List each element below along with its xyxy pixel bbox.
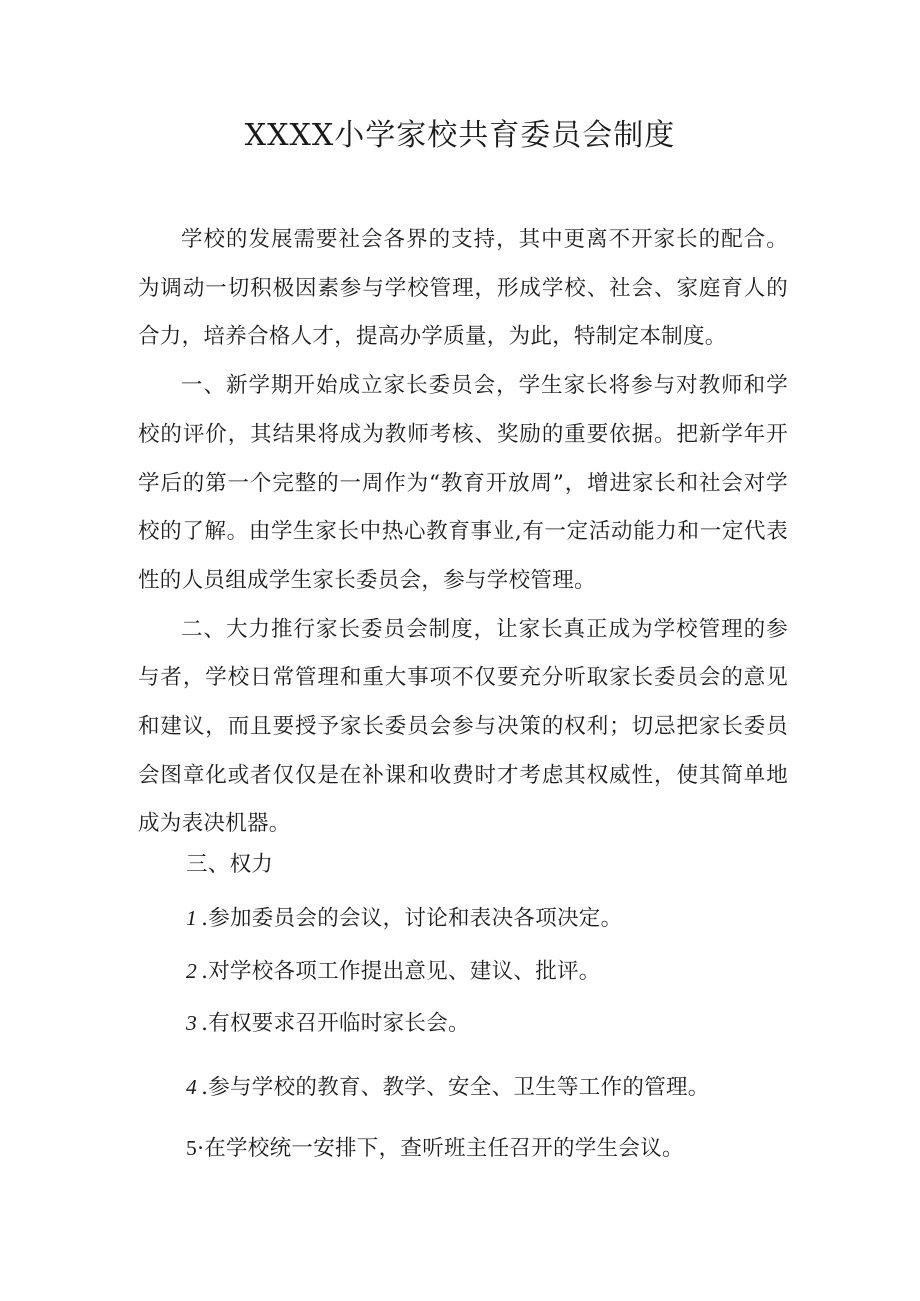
- section-heading-rights: 三、权力: [186, 852, 274, 877]
- rights-item-text: .参与学校的教育、教学、安全、卫生等工作的管理。: [201, 1075, 710, 1100]
- rights-item-number: 2: [186, 959, 198, 983]
- document-body: [138, 216, 788, 849]
- paragraph-intro: 学校的发展需要社会各界的支持，其中更离不开家长的配合。为调动一切积极因素参与学校管理，形成学校、社会、家庭育人的合力，培养合格人才，提高办学质量，为此，特制定本制度。: [138, 227, 788, 350]
- rights-item: [186, 1128, 684, 1169]
- document-title: XXXX小学家校共育委员会制度: [244, 118, 676, 153]
- rights-item-number: 4: [186, 1075, 198, 1099]
- rights-item-text: .对学校各项工作提出意见、建议、批评。: [201, 959, 601, 984]
- paragraph-section-two: 二、大力推行家长委员会制度，让家长真正成为学校管理的参与者，学校日常管理和重大事项不仅要充分听取家长委员会的意见和建议，而且要授予家长委员会参与决策的权利；切忌把家长委员会图章化或者仅仅是在补课和收费时才考虑其权威性，使其简单地成为表决机器。: [138, 616, 788, 837]
- rights-item-text: ·在学校统一安排下，查听班主任召开的学生会议。: [197, 1136, 684, 1161]
- paragraph-section-one: 一、新学期开始成立家长委员会，学生家长将参与对教师和学校的评价，其结果将成为教师考核、奖励的重要依据。把新学年开学后的第一个完整的一周作为“教育开放周”，增进家长和社会对学校的了解。由学生家长中热心教育事业,有一定活动能力和一定代表性的人员组成学生家长委员会，参与学校管理。: [138, 373, 788, 593]
- rights-item-number: 1: [186, 906, 198, 930]
- rights-item: [186, 1003, 470, 1044]
- rights-item: [186, 898, 622, 939]
- rights-item: [186, 951, 601, 992]
- rights-item-text: .有权要求召开临时家长会。: [201, 1011, 470, 1036]
- rights-item: [186, 1067, 710, 1108]
- rights-item-number: 5: [186, 1136, 198, 1160]
- rights-item-text: .参加委员会的会议，讨论和表决各项决定。: [201, 906, 623, 931]
- rights-item-number: 3: [186, 1011, 198, 1035]
